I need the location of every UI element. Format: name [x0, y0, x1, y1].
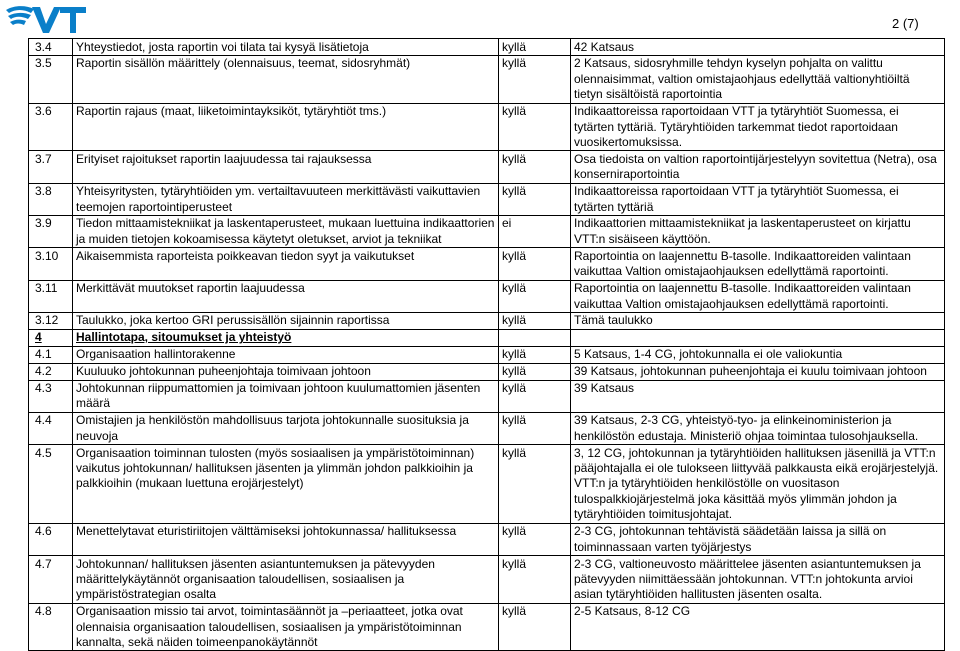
row-note: 2 Katsaus, sidosryhmille tehdyn kyselyn pohjalta on valittu olennaisimmat, valtion omistajaohjaus edellyttää valtionyhtiöiltä tietyn sisältöistä raportointia [571, 55, 945, 103]
table-row [29, 55, 945, 103]
row-number: 3.10 [29, 248, 73, 280]
section-header-row [29, 329, 945, 346]
row-description: Organisaation toiminnan tulosten (myös sosiaalisen ja ympäristötoiminnan) vaikutus johtokunnan/ hallituksen jäsenten ja ylimmän johdon palkkioihin ja palkkioihin (mukaan luettuna erojärjestelyt) [73, 445, 499, 524]
table-row [29, 39, 945, 56]
row-note: 39 Katsaus, 2-3 CG, yhteistyö-tyo- ja elinkeinoministerion ja henkilöstön edustaja. Ministeriö ohjaa toimintaa tulosohjauksella. [571, 412, 945, 444]
table-row [29, 280, 945, 312]
row-number: 4.2 [29, 363, 73, 380]
row-description: Hallintotapa, sitoumukset ja yhteistyö [73, 329, 499, 346]
row-status: kyllä [499, 183, 571, 215]
table-row [29, 445, 945, 524]
row-note: 42 Katsaus [571, 39, 945, 56]
row-note: Osa tiedoista on valtion raportointijärjestelyyn sovitettua (Netra), osa konserniraportointia [571, 151, 945, 183]
row-description: Aikaisemmista raporteista poikkeavan tiedon syyt ja vaikutukset [73, 248, 499, 280]
table-row [29, 412, 945, 444]
row-status: kyllä [499, 363, 571, 380]
row-description: Merkittävät muutokset raportin laajuudessa [73, 280, 499, 312]
row-note: 39 Katsaus [571, 380, 945, 412]
page-number: 2 (7) [892, 16, 919, 31]
row-note: Indikaattoreissa raportoidaan VTT ja tytäryhtiöt Suomessa, ei tytärten tyttäriä. Tytäryhtiöiden tarkemmat tiedot raportoidaan vuosikertomuksissa. [571, 103, 945, 151]
row-status: kyllä [499, 346, 571, 363]
row-number: 4.1 [29, 346, 73, 363]
row-description: Yhteisyritysten, tytäryhtiöiden ym. vertailtavuuteen merkittävästi vaikuttavien teemojen raportointiperusteet [73, 183, 499, 215]
row-status: kyllä [499, 556, 571, 604]
row-number: 3.6 [29, 103, 73, 151]
row-status: kyllä [499, 412, 571, 444]
row-description: Johtokunnan/ hallituksen jäsenten asiantuntemuksen ja pätevyyden määrittelykäytännöt organisaation taloudellisen, sosiaalisen ja ympäristöstrategian osalta [73, 556, 499, 604]
vtt-logo [4, 2, 88, 36]
table-row [29, 183, 945, 215]
row-status: kyllä [499, 603, 571, 651]
row-number: 3.5 [29, 55, 73, 103]
row-number: 3.9 [29, 215, 73, 247]
row-note: 5 Katsaus, 1-4 CG, johtokunnalla ei ole valiokuntia [571, 346, 945, 363]
row-status: kyllä [499, 445, 571, 524]
table-row [29, 215, 945, 247]
row-description: Kuuluuko johtokunnan puheenjohtaja toimivaan johtoon [73, 363, 499, 380]
row-note [571, 329, 945, 346]
row-status: kyllä [499, 55, 571, 103]
gri-content-table [28, 38, 945, 651]
row-note: Raportointia on laajennettu B-tasolle. Indikaattoreiden valintaan vaikuttaa Valtion omistajaohjauksen edellyttämä raportointi. [571, 280, 945, 312]
row-note: 2-5 Katsaus, 8-12 CG [571, 603, 945, 651]
row-status: kyllä [499, 312, 571, 329]
row-number: 3.11 [29, 280, 73, 312]
row-status: kyllä [499, 151, 571, 183]
table-row [29, 556, 945, 604]
row-description: Organisaation hallintorakenne [73, 346, 499, 363]
table-row [29, 151, 945, 183]
row-description: Organisaation missio tai arvot, toimintasäännöt ja –periaatteet, jotka ovat olennaisia organisaation taloudellisen, sosiaalisen ja ympäristötoiminnan kannalta, sekä näiden toimeenpanokäytännöt [73, 603, 499, 651]
row-description: Taulukko, joka kertoo GRI perussisällön sijainnin raportissa [73, 312, 499, 329]
row-note: 2-3 CG, valtioneuvosto määrittelee jäsenten asiantuntemuksen ja pätevyyden niimittäessään johtokunnan. VTT:n johtokunta arvioi asian tytäryhtiöiden hallitusten jäsenten osalta. [571, 556, 945, 604]
row-description: Menettelytavat eturistiriitojen välttämiseksi johtokunnassa/ hallituksessa [73, 523, 499, 555]
row-description: Raportin rajaus (maat, liiketoimintayksiköt, tytäryhtiöt tms.) [73, 103, 499, 151]
row-number: 3.4 [29, 39, 73, 56]
table-row [29, 603, 945, 651]
row-number: 3.12 [29, 312, 73, 329]
row-status: kyllä [499, 280, 571, 312]
row-description: Yhteystiedot, josta raportin voi tilata tai kysyä lisätietoja [73, 39, 499, 56]
row-number: 4 [29, 329, 73, 346]
table-row [29, 312, 945, 329]
row-description: Erityiset rajoitukset raportin laajuudessa tai rajauksessa [73, 151, 499, 183]
row-description: Tiedon mittaamistekniikat ja laskentaperusteet, mukaan luettuina indikaattorien ja muiden tietojen kokoamisessa käytetyt oletukset, arviot ja tekniikat [73, 215, 499, 247]
table-row [29, 380, 945, 412]
row-description: Omistajien ja henkilöstön mahdollisuus tarjota johtokunnalle suosituksia ja neuvoja [73, 412, 499, 444]
row-note: 39 Katsaus, johtokunnan puheenjohtaja ei kuulu toimivaan johtoon [571, 363, 945, 380]
row-status: kyllä [499, 523, 571, 555]
row-description: Raportin sisällön määrittely (olennaisuus, teemat, sidosryhmät) [73, 55, 499, 103]
row-number: 4.4 [29, 412, 73, 444]
row-status: kyllä [499, 380, 571, 412]
table-row [29, 363, 945, 380]
row-note: 2-3 CG, johtokunnan tehtävistä säädetään laissa ja sillä on toiminnassaan varten työjärjestys [571, 523, 945, 555]
row-number: 4.3 [29, 380, 73, 412]
row-number: 3.7 [29, 151, 73, 183]
row-number: 4.7 [29, 556, 73, 604]
row-note: Indikaattoreissa raportoidaan VTT ja tytäryhtiöt Suomessa, ei tytärten tyttäriä [571, 183, 945, 215]
table-row [29, 248, 945, 280]
row-number: 4.6 [29, 523, 73, 555]
row-status: kyllä [499, 248, 571, 280]
row-status: kyllä [499, 39, 571, 56]
row-note: 3, 12 CG, johtokunnan ja tytäryhtiöiden hallituksen jäsenillä ja VTT:n pääjohtajalla ei ole tulokseen liittyvää palkkausta eikä erojärjestelyjä. VTT:n ja tytäryhtiöiden henkilöstölle on vuositason tulospalkkiojärjestelmä joka käsittää myös ylimmän johdon ja tytäryhtiöiden toimitusjohtajat. [571, 445, 945, 524]
row-number: 3.8 [29, 183, 73, 215]
row-status: kyllä [499, 103, 571, 151]
row-description: Johtokunnan riippumattomien ja toimivaan johtoon kuulumattomien jäsenten määrä [73, 380, 499, 412]
row-number: 4.8 [29, 603, 73, 651]
table-row [29, 346, 945, 363]
row-status [499, 329, 571, 346]
row-number: 4.5 [29, 445, 73, 524]
row-status: ei [499, 215, 571, 247]
table-row [29, 523, 945, 555]
row-note: Raportointia on laajennettu B-tasolle. Indikaattoreiden valintaan vaikuttaa Valtion omistajaohjauksen edellyttämä raportointi. [571, 248, 945, 280]
row-note: Indikaattorien mittaamistekniikat ja laskentaperusteet on kirjattu VTT:n sisäiseen käyttöön. [571, 215, 945, 247]
row-note: Tämä taulukko [571, 312, 945, 329]
table-row [29, 103, 945, 151]
